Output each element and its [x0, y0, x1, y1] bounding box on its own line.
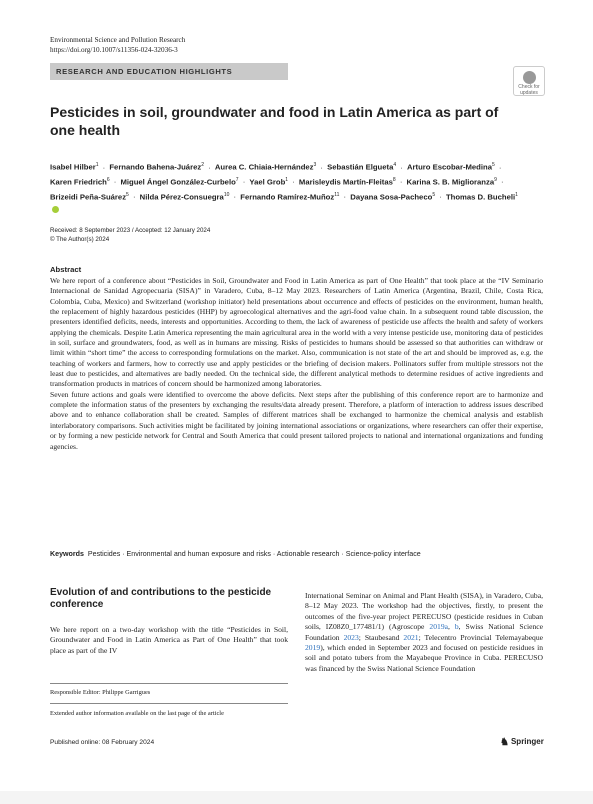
author-name[interactable]: Isabel Hilber	[50, 162, 96, 172]
keywords-label: Keywords	[50, 550, 84, 558]
check-for-label: Check for	[518, 84, 540, 90]
author-name[interactable]: Karen Friedrich	[50, 177, 107, 187]
author-separator: ·	[496, 162, 502, 172]
affiliation-marker: 5	[432, 191, 436, 198]
author-name[interactable]: Dayana Sosa-Pacheco	[350, 192, 433, 202]
bookmark-icon	[523, 71, 536, 84]
citation-link[interactable]: 2021	[403, 632, 419, 642]
author-separator: ·	[130, 192, 138, 202]
author-name[interactable]: Aurea C. Chiaia-Hernández	[214, 162, 314, 172]
affiliation-marker: 9	[494, 176, 497, 183]
author-name[interactable]: Karina S. B. Miglioranza	[406, 177, 495, 187]
author-separator: ·	[240, 177, 248, 187]
author-name[interactable]: Sebastián Elgueta	[327, 162, 394, 172]
abstract-body	[50, 276, 543, 452]
responsible-editor: Responsible Editor: Philippe Garrigues	[50, 689, 151, 696]
springer-horse-icon: ♞	[500, 737, 509, 748]
author-separator: ·	[398, 162, 405, 172]
article-title: Pesticides in soil, groundwater and food in Latin America as part of one health	[50, 104, 499, 138]
author-separator: ·	[397, 177, 405, 187]
affiliation-marker: 8	[392, 176, 396, 183]
author-name[interactable]: Arturo Escobar-Medina	[406, 162, 492, 172]
author-name[interactable]: Nilda Pérez-Consuegra	[139, 192, 224, 202]
keywords	[50, 550, 550, 558]
abstract-paragraph-2: Seven future actions and goals were identified to overcome the above deficits. Next steps after the publishing of this conference report are to harmonize and complete the information status of the presenters by exchanging the results/data already present. Therefore, a platform of interaction to address issues described above and to enhance collaboration shall be created. Samples of different matrices shall be exchanged to harmonize the chemical analysis and establish interlaboratory comparisons. Such activities might be facilitated by joining international associations or organizations, where researchers can offer their expertise, or by forming a new pesticide network for Central and South America that could present tailored projects to national and international organizations and funding agencies.	[50, 389, 543, 451]
citation-link[interactable]: 2019a	[429, 622, 448, 632]
affiliation-marker: 11	[334, 191, 340, 198]
journal-name: Environmental Science and Pollution Research	[50, 36, 186, 44]
author-name[interactable]: Yael Grob	[249, 177, 286, 187]
published-online: Published online: 08 February 2024	[50, 739, 155, 746]
author-separator: ·	[318, 162, 326, 172]
author-separator: ·	[205, 162, 213, 172]
affiliation-marker: 5	[492, 162, 495, 168]
author-separator: ·	[290, 177, 297, 187]
footnote-divider-2	[50, 703, 288, 704]
extended-author-info: Extended author information available on the last page of the article	[50, 710, 224, 717]
author-separator: ·	[437, 192, 444, 202]
journal-header	[50, 35, 185, 55]
article-dates	[50, 226, 210, 244]
affiliation-marker: 5	[126, 191, 129, 198]
affiliation-marker: 6	[106, 176, 110, 183]
section-banner: RESEARCH AND EDUCATION HIGHLIGHTS	[50, 63, 288, 80]
check-for-updates-badge[interactable]	[513, 66, 545, 96]
affiliation-marker: 1	[515, 191, 518, 198]
affiliation-marker: 1	[285, 176, 289, 183]
left-column-text: We here report on a two-day workshop with the title “Pesticides in Soil, Groundwater and Food in Latin America as Part of One Health” that took place as part of the IV	[50, 625, 288, 655]
received-accepted: Received: 8 September 2023 / Accepted: 12 January 2024	[50, 227, 211, 234]
author-name[interactable]: Brizeidi Peña-Suárez	[50, 192, 127, 202]
right-column-text: International Seminar on Animal and Plant Health (SISA), in Varadero, Cuba, 8–12 May 2023. The workshop had the objectives, firstly, to present the outcomes of the five-year project PERECUSO (pesticide residues in Cuban soils, IZ08Z0_177481/1) (Agroscope 2019a, b, Swiss National Science Foundation 2023; Staubesand 2021; Telecentro Provincial Telemayabeque 2019), which ended in September 2023 and focused on pesticide residues in soil and potato tubers from the Mayabeque Province in Cuba. PERECUSO was financed by the Swiss National Science Foundation	[305, 591, 544, 673]
keywords-text: Pesticides · Environmental and human exposure and risks · Actionable research · Science-policy interface	[87, 550, 421, 558]
author-name[interactable]: Thomas D. Bucheli	[445, 192, 516, 202]
affiliation-marker: 1	[95, 162, 99, 168]
orcid-icon[interactable]	[52, 206, 59, 213]
author-name[interactable]: Marisleydis Martín-Fleitas	[298, 177, 393, 187]
author-list	[50, 159, 520, 216]
affiliation-marker: 2	[201, 162, 204, 168]
abstract-paragraph-1: We here report of a conference about “Pesticides in Soil, Groundwater and Food in Latin America as part of One Health” that took place at the “IV Seminario Internacional de Sanidad Agropecuaria (SISA)” in Varadero, Cuba, 8–12 May 2023. Researchers of Latin America (Argentina, Brazil, Chile, Costa Rica, Colombia, Cuba, Mexico) and Switzerland (workshop initiator) held presentations about occurrence and effects of pesticides on the environment, human health, the replacement of highly hazardous pesticides (HHP) by agroecological alternatives and the agri-food value chain. In a subsequent round table discussion, the presenters identified deficits, needs, interests and opportunities. According to them, the lack of awareness of pesticide use affects the health and safety of workers applying the chemicals. Despite Latin America representing the main agricultural area in the world with a very intense pesticide use, monitoring data of pesticides in soil, surface and groundwaters, food, as well as in humans are missing. Risks of pesticides to humans should be assessed so that authorities can withdraw or limit within “short time” the access to corresponding formulations on the market. Also, communication is not state of the art and should be improved as, e.g. the teaching of workers and farmers, how to correctly use and apply pesticides or the briefing of decision makers. Pollinators suffer from multiple stressors not the least due to pesticides, and alternatives are badly needed. On the technical side, the different analytical methods to determine residues of active ingredients and transformation products in matrices of concern should be harmonized among laboratories.	[50, 276, 543, 389]
citation-link[interactable]: 2019	[305, 643, 321, 653]
author-separator: ·	[100, 162, 108, 172]
footnote-divider	[50, 683, 288, 684]
publisher-name: Springer	[510, 737, 544, 746]
affiliation-marker: 4	[393, 162, 397, 168]
page-bottom-strip	[0, 791, 593, 804]
author-name[interactable]: Fernando Ramírez-Muñoz	[240, 192, 335, 202]
section-heading: Evolution of and contributions to the pesticide conference	[50, 587, 272, 610]
author-separator: ·	[341, 192, 349, 202]
publisher-logo	[500, 737, 544, 748]
affiliation-marker: 7	[235, 176, 239, 183]
author-name[interactable]: Miguel Ángel González-Curbelo	[120, 177, 236, 187]
copyright: © The Author(s) 2024	[50, 236, 110, 243]
affiliation-marker: 3	[313, 162, 317, 168]
citation-link[interactable]: b	[454, 622, 459, 632]
author-separator: ·	[498, 177, 504, 187]
author-name[interactable]: Fernando Bahena-Juárez	[109, 162, 202, 172]
doi-link[interactable]: https://doi.org/10.1007/s11356-024-32036-3	[50, 46, 178, 54]
affiliation-marker: 10	[223, 191, 230, 198]
abstract-heading: Abstract	[50, 265, 82, 274]
citation-link[interactable]: 2023	[343, 632, 359, 642]
author-separator: ·	[111, 177, 119, 187]
author-separator: ·	[231, 192, 239, 202]
updates-label: updates	[520, 89, 538, 96]
